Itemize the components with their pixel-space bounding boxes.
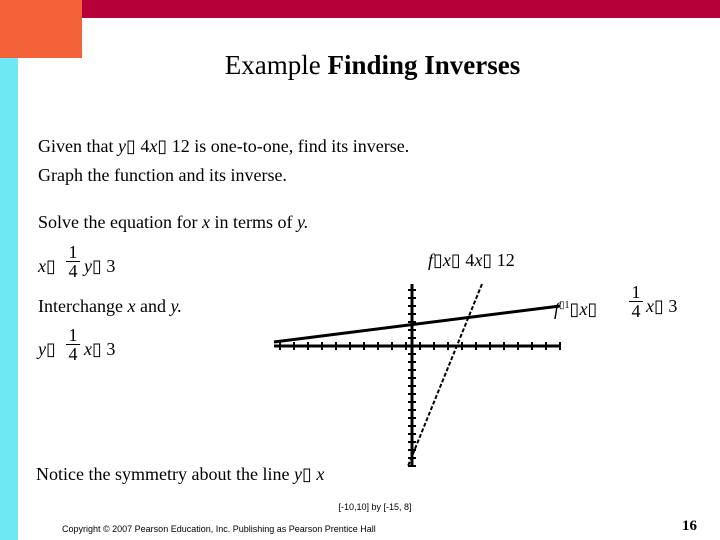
notice-y: y xyxy=(293,464,302,484)
f-coef: 4 xyxy=(465,250,475,270)
given-x: x xyxy=(149,136,158,156)
given-coef: 4 xyxy=(140,136,150,156)
symmetry-note xyxy=(36,464,324,484)
missing-glyph: ▯ xyxy=(157,136,168,156)
missing-glyph: ▯ xyxy=(46,256,56,276)
given-y: y xyxy=(117,136,126,156)
function-line xyxy=(408,284,482,466)
given-rest: 12 is one-to-one, find its inverse. xyxy=(171,136,410,156)
finv-den: 4 xyxy=(629,301,643,320)
eq2-x: x xyxy=(84,339,92,359)
finv-num: 1 xyxy=(631,282,641,302)
finv-label-right xyxy=(646,296,677,316)
missing-glyph: ▯ xyxy=(450,250,461,270)
frac-den: 4 xyxy=(66,344,80,363)
frac-num: 1 xyxy=(68,325,78,345)
equation-2-fraction xyxy=(66,326,80,363)
given-text: Given that xyxy=(38,136,114,156)
interchange-and: and xyxy=(139,296,166,316)
finv-const: 3 xyxy=(668,296,678,316)
solve-x: x xyxy=(201,212,210,232)
missing-glyph: ▯ xyxy=(482,250,493,270)
missing-glyph: ▯ xyxy=(92,339,102,359)
axis-ticks xyxy=(280,290,560,466)
finv-sup: 1 xyxy=(564,300,570,311)
page-number: 16 xyxy=(682,518,697,534)
f-x: x xyxy=(442,250,451,270)
finv-x: x xyxy=(579,299,588,319)
missing-glyph: ▯ xyxy=(92,256,102,276)
solve-text-2: in terms of xyxy=(214,212,293,232)
finv-fraction xyxy=(629,283,643,320)
missing-glyph: ▯ xyxy=(569,299,580,319)
eq2-const: 3 xyxy=(106,339,116,359)
interchange-y: y. xyxy=(170,296,182,316)
missing-glyph: ▯ xyxy=(587,299,598,319)
finv-var: x xyxy=(646,296,654,316)
missing-glyph: ▯ xyxy=(125,136,136,156)
inverse-function-line xyxy=(274,306,560,342)
f-label xyxy=(428,250,515,270)
f-name: f xyxy=(428,250,434,270)
equation-2-lhs xyxy=(38,339,56,359)
interchange-line xyxy=(38,296,182,316)
notice-x: x xyxy=(316,464,325,484)
solve-text: Solve the equation for xyxy=(38,212,198,232)
solve-y: y. xyxy=(296,212,309,232)
graph-window-caption: [-10,10] by [-15, 8] xyxy=(338,502,412,512)
eq1-y: y xyxy=(84,256,92,276)
interchange-text: Interchange xyxy=(38,296,123,316)
equation-1-rhs xyxy=(84,256,115,276)
missing-glyph: ▯ xyxy=(46,339,56,359)
missing-glyph: ▯ xyxy=(654,296,664,316)
f-var: x xyxy=(474,250,483,270)
equation-1-lhs xyxy=(38,256,56,276)
missing-glyph: ▯ xyxy=(301,464,312,484)
graph-instruction: Graph the function and its inverse. xyxy=(38,165,287,185)
eq1-const: 3 xyxy=(106,256,116,276)
title-bold: Finding Inverses xyxy=(327,50,521,80)
title-prefix: Example xyxy=(224,50,321,80)
slide-title xyxy=(0,48,720,82)
eq2-y: y xyxy=(38,339,46,359)
side-accent-bar xyxy=(0,58,18,540)
missing-glyph: ▯ xyxy=(559,300,565,311)
copyright-notice: Copyright © 2007 Pearson Education, Inc. Publishing as Pearson Prentice Hall xyxy=(62,524,376,534)
equation-1-fraction xyxy=(66,243,80,280)
solve-line xyxy=(38,212,308,232)
f-const: 12 xyxy=(496,250,515,270)
function-graph xyxy=(272,282,562,468)
notice-text: Notice the symmetry about the line xyxy=(36,464,290,484)
frac-num: 1 xyxy=(68,242,78,262)
given-line xyxy=(38,136,409,156)
interchange-x: x xyxy=(127,296,136,316)
equation-2-rhs xyxy=(84,339,115,359)
finv-name: f xyxy=(554,299,560,319)
frac-den: 4 xyxy=(66,261,80,280)
missing-glyph: ▯ xyxy=(433,250,443,270)
top-accent-bar xyxy=(82,0,720,18)
eq1-x: x xyxy=(38,256,46,276)
